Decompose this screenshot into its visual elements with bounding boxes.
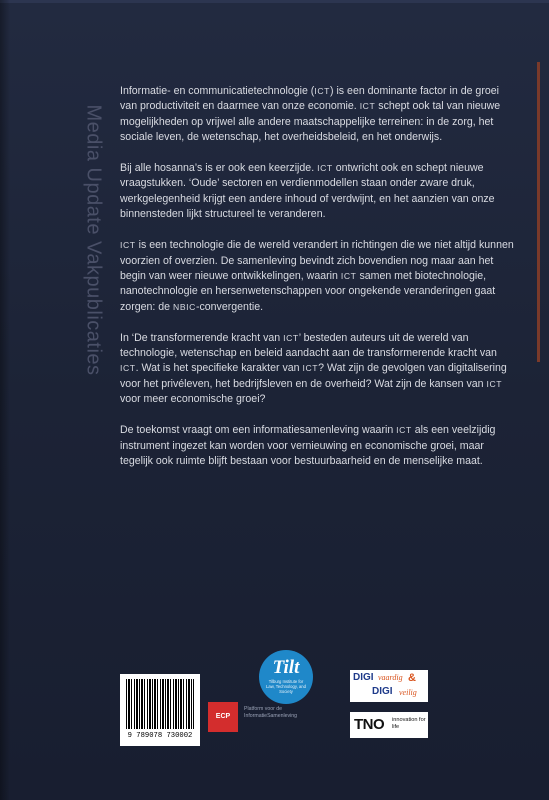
small-caps-acronym: ICT — [317, 163, 333, 174]
small-caps-acronym: ICT — [340, 270, 357, 281]
cover-top-edge — [0, 0, 549, 3]
blurb-text-run: Informatie- en communicatietechnologie ( — [120, 85, 315, 97]
blurb-paragraph — [120, 331, 518, 407]
blurb-paragraph — [120, 84, 518, 145]
small-caps-acronym: ICT — [314, 86, 330, 96]
small-caps-acronym: ICT — [486, 378, 503, 389]
digi-word-1: DIGI — [353, 672, 374, 683]
barcode-bars — [126, 679, 194, 729]
blurb-text-run: ’ besteden auteurs uit de wereld van technologie, wetenschap en beleid aandacht aan de transformerende kracht van — [120, 331, 497, 360]
small-caps-acronym: ICT — [302, 363, 319, 374]
tilt-logo-tagline: Tilburg Institute for Law, Technology, and Society — [266, 679, 306, 694]
spine-shadow — [0, 0, 10, 800]
small-caps-acronym: ICT — [283, 332, 299, 343]
vaardig-word: vaardig — [378, 673, 403, 682]
blurb-text-run: is een technologie die de wereld verandert in richtingen die we niet altijd kunnen voorzien of overzien. De samenleving bevindt zich bovendien nog maar aan het begin van weer nieuwe ontwikkelingen, waarin — [120, 239, 514, 282]
digi-word-2: DIGI — [372, 686, 393, 697]
isbn-barcode — [120, 674, 200, 746]
blurb-text-run: Bij alle hosanna’s is er ook een keerzijde. — [120, 162, 318, 175]
small-caps-acronym: NBIC — [173, 301, 196, 312]
tilt-logo — [259, 650, 313, 704]
tno-logo-word: TNO — [354, 716, 385, 733]
small-caps-acronym: ICT — [359, 101, 376, 112]
ampersand: & — [408, 672, 416, 684]
blurb-text-run: ontwricht ook en schept nieuwe vraagstukken. ‘Oude’ sectoren en verdienmodellen staan onder zware druk, werkgelegenheid krijgt een andere inhoud of verdwijnt, en het aanzien van onze binnensteden lijkt structureel te veranderen. — [120, 162, 495, 221]
blurb-text-run: -convergentie. — [195, 300, 264, 313]
blurb-text — [120, 84, 518, 485]
blurb-text-run: voor meer economische groei? — [120, 393, 266, 406]
small-caps-acronym: ICT — [120, 363, 136, 374]
isbn-number: 9 789078 730002 — [127, 732, 193, 740]
blurb-paragraph — [120, 238, 518, 314]
small-caps-acronym: ICT — [120, 240, 136, 251]
blurb-text-run: ) is een dominante factor in de groei van productiviteit en daarmee van onze economie. — [120, 85, 499, 113]
series-title: Media Update Vakpublicaties — [82, 104, 105, 376]
blurb-text-run: schept ook tal van nieuwe mogelijkheden op vrijwel alle andere maatschappelijke terreinen: in de zorg, het sociale leven, de wetenschap, het overheidsbeleid, en het onderwijs. — [120, 100, 501, 143]
blurb-text-run: samen met biotechnologie, nanotechnologie en hersenwetenschappen voor ongekende veranderingen gaat zorgen: de — [120, 269, 496, 313]
blurb-text-run: als een veelzijdig instrument ingezet kan worden voor vernieuwing en economische groei, maar tegelijk ook ruimte blijft bestaan voor bestuurbaarheid en de menselijke maat. — [120, 424, 496, 467]
blurb-text-run: . Wat is het specifieke karakter van — [135, 362, 303, 375]
tilt-logo-word: Tilt — [272, 657, 300, 678]
tno-tagline: innovation for life — [392, 717, 426, 730]
blurb-paragraph — [120, 161, 518, 222]
ecp-logo: ECP — [208, 702, 238, 732]
veilig-word: veilig — [399, 688, 417, 697]
accent-line — [537, 62, 540, 362]
ecp-caption: Platform voor de InformatieSamenleving — [244, 706, 298, 719]
blurb-text-run: De toekomst vraagt om een informatiesamenleving waarin — [120, 424, 397, 437]
blurb-text-run: In ‘De transformerende kracht van — [120, 331, 284, 344]
digivaardig-logo — [350, 670, 428, 702]
blurb-text-run: ? Wat zijn de gevolgen van digitalisering voor het privéleven, het bedrijfsleven en de overheid? Wat zijn de kansen van — [120, 362, 507, 390]
blurb-paragraph — [120, 423, 518, 469]
small-caps-acronym: ICT — [396, 425, 412, 436]
tno-logo — [350, 712, 428, 738]
